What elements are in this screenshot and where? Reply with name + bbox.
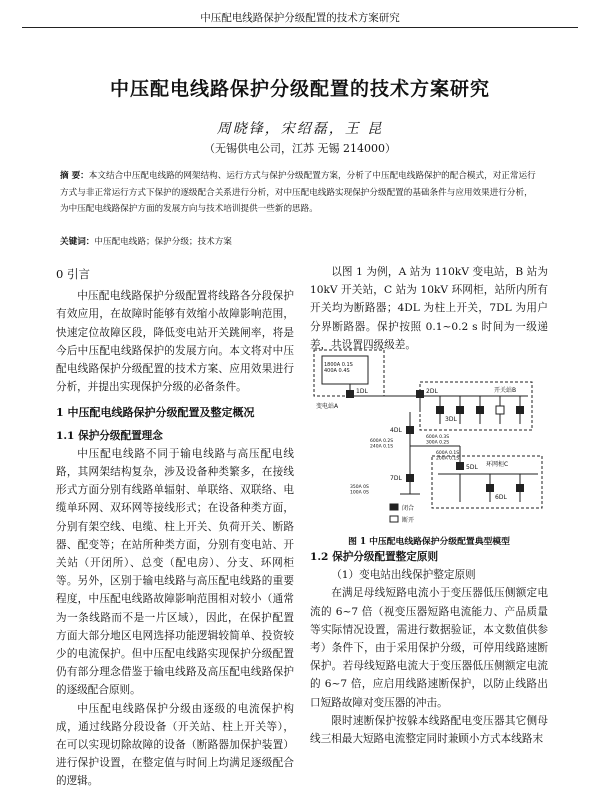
paper-affiliation: （无锡供电公司，江苏 无锡 214000） bbox=[204, 142, 396, 155]
label-7dl: 7DL bbox=[390, 475, 402, 482]
section-0-paragraph: 中压配电线路保护分级配置将线路各分段保护有效应用，在故障时能够有效缩小故障影响范围，快速定位故障区段，降低变电站开关跳闸率，将是今后中压配电线路保护的发展方向。本文将对中压配电线路保护分级配置的技术方案、应用效果进行分析，并提出实现保护分级的必备条件。 bbox=[56, 290, 294, 394]
breaker-5dl bbox=[456, 462, 464, 470]
figure-intro-paragraph: 以图 1 为例，A 站为 110kV 变电站，B 站为 10kV 开关站，C 站为 10kV 环网柜，站所内所有开关均为断路器；4DL 为柱上开关，7DL 为用户分界断路器。保护按照 0.1~0.2 s 时间为一级递差，共设置四级级差。 bbox=[310, 266, 548, 351]
abstract-text: 本文结合中压配电线路的网架结构、运行方式与保护分级配置方案，分析了中压配电线路保护的配合模式，对正常运行方式与非正常运行方式下保护的逐级配合关系进行分析，对中压配电线路实现保护分级配置的基础条件与应用效果进行分析，为中压配电线路保护方面的发展方向与技术培训提供一些新的思路。 bbox=[60, 171, 536, 214]
running-header bbox=[0, 0, 600, 30]
label-6dl: 6DL bbox=[495, 494, 507, 501]
breaker-1dl bbox=[346, 390, 354, 398]
network-diagram bbox=[310, 346, 548, 528]
right-column-intro bbox=[310, 263, 548, 354]
section-1-2-heading: 1.2 保护分级配置整定原则 bbox=[310, 551, 439, 563]
breaker-4dl bbox=[406, 426, 414, 434]
setting-a-1: 1800A 0.1S 400A 0.4S bbox=[324, 362, 353, 374]
right-column-body bbox=[310, 548, 548, 748]
setting-4dl: 600A 0.2S 240A 0.1S bbox=[370, 439, 394, 450]
label-4dl: 4DL bbox=[390, 427, 402, 434]
left-column bbox=[56, 263, 294, 791]
section-1-2-subheading: （1）变电站出线保护整定原则 bbox=[331, 569, 476, 582]
breaker-7dl bbox=[406, 474, 414, 482]
label-station-b: 开关站B bbox=[494, 387, 517, 394]
setting-c: 600A 0.1S 200A 0.1S bbox=[436, 451, 460, 462]
label-3dl: 3DL bbox=[445, 416, 457, 423]
abstract bbox=[60, 168, 538, 218]
breaker-3dl bbox=[436, 406, 444, 414]
figure-caption: 图 1 中压配电线路保护分级配置典型模型 bbox=[348, 537, 510, 547]
section-1-1-paragraph-2: 中压配电线路保护分级由逐级的电流保护构成，通过线路分段设备（开关站、柱上开关等），在可以实现切除故障的设备（断路器加保护装置）进行保护设置，在整定值与时间上均满足逐级配合的逻辑。 bbox=[56, 702, 294, 788]
label-1dl: 1DL bbox=[356, 388, 368, 395]
label-2dl: 2DL bbox=[426, 388, 438, 395]
figure-1 bbox=[310, 346, 548, 528]
label-station-a: 变电站A bbox=[316, 403, 339, 410]
label-5dl: 5DL bbox=[466, 464, 478, 471]
section-1-1-heading: 1.1 保护分级配置理念 bbox=[56, 429, 163, 442]
setting-b: 600A 0.3S 300A 0.2S bbox=[426, 435, 450, 446]
keywords-text: 中压配电线路；保护分级；技术方案 bbox=[94, 237, 232, 247]
header-rule bbox=[22, 27, 578, 28]
section-0-heading: 0 引言 bbox=[56, 267, 90, 281]
section-1-1-paragraph-1: 中压配电线路不同于输电线路与高压配电线路，其网架结构复杂，涉及设备种类繁多，在接线形式方面分别有线路单辐射、单联络、双联络、电缆单环网、双环网等接线形式；在设备种类方面，分别有架空线、电缆、柱上开关、负荷开关、断路器、配变等；在站所种类方面，分别有变电站、开关站（开闭所）、总变（配电房）、分支、环网柜等。另外，区别于输电线路与高压配电线路的重要程度，中压配电线路故障影响范围相对较小（通常为一条线路而不是一片区域），因此，在保护配置方面大部分地区电网选择功能逻辑较简单、投资较少的电流保护。但中压配电线路实现保护分级配置仍有部分理念借鉴于输电线路及高压配电线路保护的逐级配合原则。 bbox=[56, 447, 294, 697]
section-1-2-paragraph-2: 限时速断保护按躲本线路配电变压器其它侧母线三相最大短路电流整定同时兼顾小方式本线路末 bbox=[310, 714, 548, 746]
abstract-label: 摘 要： bbox=[60, 171, 89, 181]
keywords-label: 关键词： bbox=[60, 237, 95, 247]
keywords bbox=[60, 235, 538, 247]
legend-open: 断开 bbox=[402, 517, 415, 524]
breaker-2dl bbox=[416, 390, 424, 398]
section-1-heading: 1 中压配电线路保护分级配置及整定概况 bbox=[56, 406, 255, 420]
running-title: 中压配电线路保护分级配置的技术方案研究 bbox=[200, 12, 400, 24]
breaker-6dl bbox=[486, 484, 494, 492]
label-station-c: 环网柜C bbox=[486, 461, 509, 468]
paper-authors: 周晓锋，宋绍磊，王 昆 bbox=[216, 121, 384, 137]
section-1-2-paragraph-1: 在满足母线短路电流小于变压器低压侧额定电流的 6~7 倍（视变压器短路电流能力、产品质量等实际情况设置，需进行数据验证，本文数值供参考）条件下，由于采用保护分级，可停用线路速断保护。若母线短路电流大于变压器低压侧额定电流的 6~7 倍，应启用线路速断保护，以防止线路出口短路故障对变压器的冲击。 bbox=[310, 587, 548, 709]
setting-7dl: 350A 0S 100A 0S bbox=[350, 485, 369, 496]
paper-title: 中压配电线路保护分级配置的技术方案研究 bbox=[109, 78, 490, 100]
legend-closed: 闭合 bbox=[402, 505, 415, 512]
